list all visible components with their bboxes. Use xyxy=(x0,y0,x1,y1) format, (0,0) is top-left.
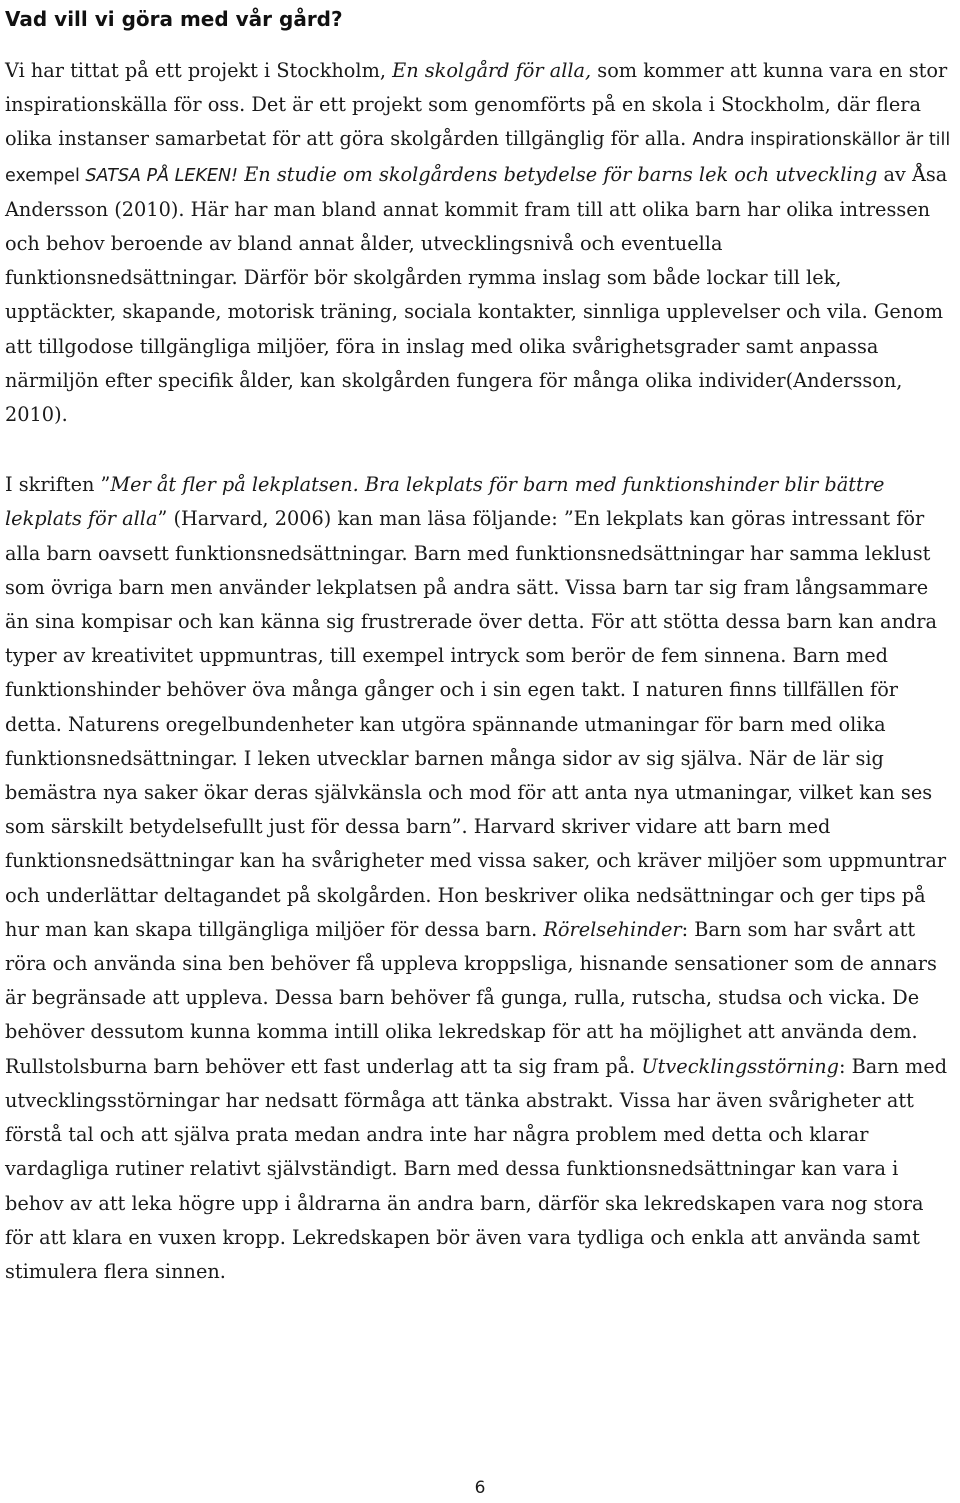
p1-text-1b: som kommer att kunna vara en stor inspirationskälla för oss. Det är ett projekt som genomförts på en skola i Stockholm, där flera olika instanser samarbetat för att göra skolgården tillgänglig för alla. xyxy=(5,59,948,151)
p1-title-skolgard: En skolgård för alla, xyxy=(392,59,592,82)
p1-text-1a: Vi har tittat på ett projekt i Stockholm, xyxy=(5,59,393,82)
paragraph-1 xyxy=(5,54,957,432)
p1-title-satsa: SATSA PÅ LEKEN! xyxy=(85,165,239,186)
p2-term-rorelsehinder: Rörelsehinder xyxy=(543,917,682,941)
page-number: 6 xyxy=(474,1478,486,1498)
p2-text-b: ” (Harvard, 2006) kan man läsa följande: ”En lekplats kan göras intressant för alla barn oavsett funktionsnedsättningar. Barn med funktionsnedsättningar har samma leklust som övriga barn men använder lekplatsen på andra sätt. Vissa barn tar sig fram långsammare än sina kompisar och kan känna sig frustrerade över detta. För att stötta dessa barn kan andra typer av kreativitet uppmuntras, till exempel intryck som berör de fem sinnena. Barn med funktionshinder behöver öva många gånger och i sin egen takt. I naturen finns tillfällen för detta. Naturens oregelbundenheter kan utgöra spännande utmaningar för barn med olika funktionsnedsättningar. I leken utvecklar barnen många sidor av sig själva. När de lär sig bemästra nya saker ökar deras självkänsla och mod för att anta nya utmaningar, vilket kan ses som särskilt betydelsefullt just för dessa barn”. Harvard skriver vidare att barn med funktionsnedsättningar kan ha svårigheter med vissa saker, och kräver miljöer som uppmuntrar och underlättar deltagandet på skolgården. Hon beskriver olika nedsättningar och ger tips på hur man kan skapa tillgängliga miljöer för dessa barn. xyxy=(5,507,947,941)
paragraph-2 xyxy=(5,468,957,1289)
p2-text-a: I skriften ” xyxy=(5,473,111,497)
p1-title-studie: En studie om skolgårdens betydelse för barns lek och utveckling xyxy=(244,162,878,186)
p1-text-3b: av Åsa Andersson (2010). Här har man bland annat kommit fram till att olika barn har olika intressen och behov beroende av bland annat ålder, utvecklingsnivå och eventuella funktionsnedsättningar. Därför bör skolgården rymma inslag som både lockar till lek, upptäckter, skapande, motorisk träning, sociala kontakter, sinnliga upplevelser och vila. Genom att tillgodose tillgängliga miljöer, föra in inslag med olika svårighetsgrader samt anpassa närmiljön efter specifik ålder, kan skolgården fungera för många olika individer(Andersson, 2010). xyxy=(5,162,948,427)
p2-text-c: : Barn som har svårt att röra och använda sina ben behöver få uppleva kroppsliga, hisnande sensationer som de annars är begränsade att uppleva. Dessa barn behöver få gunga, rulla, rutscha, studsa och vicka. De behöver dessutom kunna komma intill olika lekredskap för att ha möjlighet att använda dem. Rullstolsburna barn behöver ett fast underlag att ta sig fram på. xyxy=(5,917,937,1078)
p2-title-mer-at-fler: Mer åt fler på lekplatsen. Bra lekplats för barn med funktionshinder blir bättre lekplats för alla xyxy=(5,473,885,531)
p2-term-utvecklingsstorning: Utvecklingsstörning xyxy=(641,1054,839,1078)
document-page xyxy=(5,0,957,1289)
page-heading: Vad vill vi göra med vår gård? xyxy=(5,7,343,31)
p1-text-2a: Andra inspirationskällor är till exempel xyxy=(5,130,951,186)
p2-text-d: : Barn med utvecklingsstörningar har nedsatt förmåga att tänka abstrakt. Vissa har även svårigheter att förstå tal och att själva prata medan andra inte har några problem med detta och klarar vardagliga rutiner relativt självständigt. Barn med dessa funktionsnedsättningar kan vara i behov av att leka högre upp i åldrarna än andra barn, därför ska lekredskapen vara nog stora för att klara en vuxen kropp. Lekredskapen bör även vara tydliga och enkla att använda samt stimulera flera sinnen. xyxy=(5,1054,948,1283)
